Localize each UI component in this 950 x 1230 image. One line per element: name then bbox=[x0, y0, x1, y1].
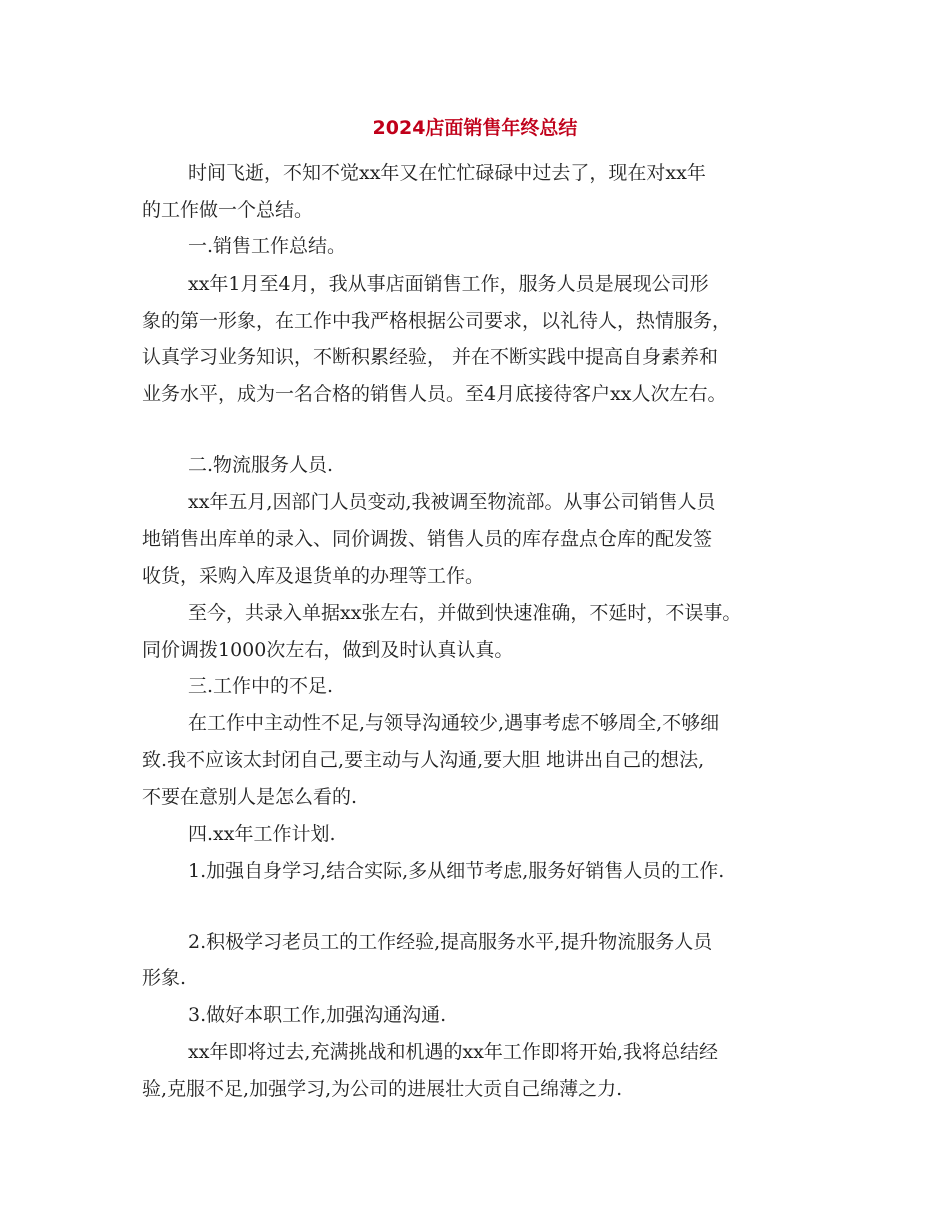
paragraph-line: 认真学习业务知识，不断积累经验， 并在不断实践中提高自身素养和 bbox=[142, 346, 719, 368]
paragraph-line: 业务水平，成为一名合格的销售人员。至4月底接待客户xx人次左右。 bbox=[142, 383, 727, 405]
paragraph-line: 不要在意别人是怎么看的. bbox=[142, 786, 358, 808]
paragraph-line: xx年五月,因部门人员变动,我被调至物流部。从事公司销售人员 bbox=[188, 491, 716, 513]
section-heading: 一.销售工作总结。 bbox=[188, 235, 347, 257]
paragraph-line: 验,克服不足,加强学习,为公司的进展壮大贡自己绵薄之力. bbox=[142, 1078, 623, 1100]
paragraph-line: 时间飞逝，不知不觉xx年又在忙忙碌碌中过去了，现在对xx年 bbox=[188, 162, 706, 184]
paragraph-line: 收货，采购入库及退货单的办理等工作。 bbox=[142, 565, 485, 587]
document-title: 2024店面销售年终总结 bbox=[372, 117, 578, 139]
section-heading: 三.工作中的不足. bbox=[188, 675, 334, 697]
plan-item: 3.做好本职工作,加强沟通沟通. bbox=[188, 1004, 447, 1026]
section-heading: 四.xx年工作计划. bbox=[188, 823, 336, 845]
paragraph-line: xx年1月至4月，我从事店面销售工作，服务人员是展现公司形 bbox=[188, 273, 709, 295]
paragraph-line: xx年即将过去,充满挑战和机遇的xx年工作即将开始,我将总结经 bbox=[188, 1041, 718, 1063]
paragraph-line: 致.我不应该太封闭自己,要主动与人沟通,要大胆 地讲出自己的想法, bbox=[142, 749, 705, 771]
plan-item: 2.积极学习老员工的工作经验,提高服务水平,提升物流服务人员 bbox=[188, 931, 713, 953]
paragraph-line: 形象. bbox=[142, 967, 187, 989]
paragraph-line: 至今，共录入单据xx张左右，并做到快速准确，不延时，不误事。 bbox=[188, 602, 742, 624]
paragraph-line: 的工作做一个总结。 bbox=[142, 199, 314, 221]
section-heading: 二.物流服务人员. bbox=[188, 454, 334, 476]
paragraph-line: 象的第一形象，在工作中我严格根据公司要求，以礼待人，热情服务， bbox=[142, 310, 732, 332]
paragraph-line: 同价调拨1000次左右，做到及时认真认真。 bbox=[142, 639, 514, 661]
paragraph-line: 地销售出库单的录入、同价调拨、销售人员的库存盘点仓库的配发签 bbox=[142, 528, 713, 550]
paragraph-line: 在工作中主动性不足,与领导沟通较少,遇事考虑不够周全,不够细 bbox=[188, 712, 720, 734]
plan-item: 1.加强自身学习,结合实际,多从细节考虑,服务好销售人员的工作. bbox=[188, 860, 725, 882]
